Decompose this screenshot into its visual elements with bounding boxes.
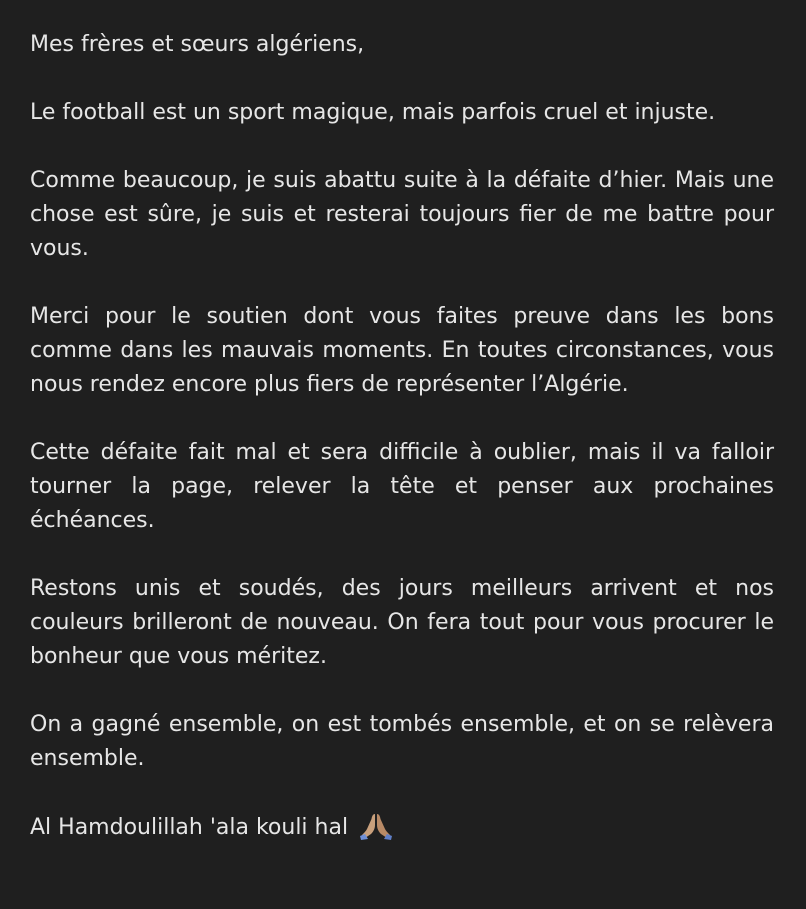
paragraph: Cette défaite fait mal et sera difficile à oublier, mais il va falloir tourner la page, relever la tête et penser aux prochaines échéances.: [30, 440, 774, 533]
paragraph: Le football est un sport magique, mais parfois cruel et injuste.: [30, 100, 716, 125]
praying-hands-icon: [359, 810, 393, 840]
message-document: [30, 28, 774, 845]
paragraph: Comme beaucoup, je suis abattu suite à la défaite d’hier. Mais une chose est sûre, je suis et resterai toujours fier de me battre pour vous.: [30, 168, 774, 261]
greeting: Mes frères et sœurs algériens,: [30, 32, 365, 57]
closing-text: Al Hamdoulillah 'ala kouli hal: [30, 815, 349, 840]
paragraph: On a gagné ensemble, on est tombés ensemble, et on se relèvera ensemble.: [30, 712, 774, 771]
paragraph: Merci pour le soutien dont vous faites preuve dans les bons comme dans les mauvais moments. En toutes circonstances, vous nous rendez encore plus fiers de représenter l’Algérie.: [30, 304, 774, 397]
closing-line: [30, 810, 774, 845]
paragraph: Restons unis et soudés, des jours meilleurs arrivent et nos couleurs brilleront de nouveau. On fera tout pour vous procurer le bonheur que vous méritez.: [30, 576, 774, 669]
